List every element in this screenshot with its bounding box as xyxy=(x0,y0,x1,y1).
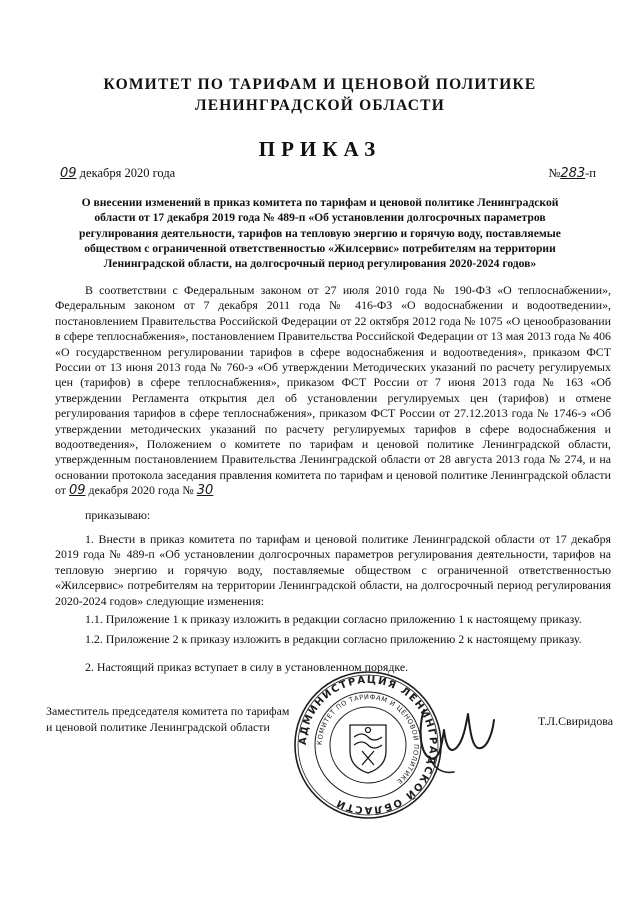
issuer-line-1: КОМИТЕТ ПО ТАРИФАМ И ЦЕНОВОЙ ПОЛИТИКЕ xyxy=(103,76,537,93)
signatory-position xyxy=(46,703,316,735)
seal-outer-text: АДМИНИСТРАЦИЯ ЛЕНИНГРАДСКОЙ ОБЛАСТИ xyxy=(297,674,439,816)
seal-inner-text: КОМИТЕТ ПО ТАРИФАМ И ЦЕНОВОЙ ПОЛИТИКЕ xyxy=(315,692,421,786)
order-subject: О внесении изменений в приказ комитета по тарифам и ценовой политике Ленинградской области от 17 декабря 2019 года № 489-п «Об установлении долгосрочных параметров регулирования деятельности, тарифов на тепловую энергию и горячую воду, поставляемые обществом с ограниченной ответственностью «Жилсервис» потребителям на территории Ленинградской области, на долгосрочный период регулирования 2020-2024 годов» xyxy=(79,196,561,271)
protocol-date-rest: декабря 2020 года № xyxy=(88,483,194,498)
issuer-header xyxy=(60,74,580,116)
item-1: 1. Внести в приказ комитета по тарифам и ценовой политике Ленинградской области от 17 декабря 2019 года № 489-п «Об установлении долгосрочных параметров регулирования деятельности, тарифов на тепловую энергию и горячую воду, поставляемые обществом с ограниченной ответственностью «Жилсервис» потребителям на территории Ленинградской области, на долгосрочный период регулирования 2020-2024 годов» следующие изменения: xyxy=(55,532,611,608)
order-number xyxy=(548,166,596,181)
item-2: 2. Настоящий приказ вступает в силу в установленном порядке. xyxy=(85,660,409,674)
preamble-text: В соответствии с Федеральным законом от 27 июля 2010 года № 190-ФЗ «О теплоснабжении», Федеральным законом от 7 декабря 2011 года № 416-ФЗ «О водоснабжении и водоотведении», постановлением Правительства Российской Федерации от 22 октября 2012 года № 1075 «О ценообразовании в сфере теплоснабжения», постановлением Правительства Российской Федерации от 13 мая 2013 года № 406 «О государственном регулировании тарифов в сфере водоснабжения и водоотведения», приказом ФСТ России от 13 июня 2013 года № 760-э «Об утверждении Методических указаний по расчету регулируемых цен (тарифов) в сфере теплоснабжения», приказом ФСТ России от 7 июня 2013 года № 163 «Об утверждении Регламента открытия дел об установлении регулируемых цен (тарифов) и отмене регулирования тарифов в сфере теплоснабжения», приказом ФСТ России от 27.12.2013 года № 1746-э «Об утверждении методических указаний по расчету регулируемых тарифов в сфере водоснабжения и водоотведения», Положением о комитете по тарифам и ценовой политике Ленинградской области, утвержденным постановлением Правительства Ленинградской области от 28 августа 2013 года № 274, и на основании протокола заседания правления комитета по тарифам и ценовой политике Ленинградской области от xyxy=(55,283,611,498)
document-title: ПРИКАЗ xyxy=(258,137,382,161)
preamble-paragraph xyxy=(55,283,611,499)
seal-coat-of-arms-icon xyxy=(350,725,386,773)
order-number-suffix: -п xyxy=(585,166,596,180)
signatory-name: Т.Л.Свиридова xyxy=(538,714,614,728)
order-date xyxy=(60,166,175,181)
handwritten-signature xyxy=(410,684,510,784)
issuer-line-2: ЛЕНИНГРАДСКОЙ ОБЛАСТИ xyxy=(195,97,445,114)
order-number-value: 283 xyxy=(560,166,586,181)
signatory-position-line-2: и ценовой политике Ленинградской области xyxy=(46,720,270,734)
order-date-day: 09 xyxy=(60,166,77,181)
order-number-prefix: № xyxy=(548,166,561,180)
item-1-2: 1.2. Приложение 2 к приказу изложить в редакции согласно приложению 2 к настоящему приказу. xyxy=(85,632,582,646)
order-word: приказываю: xyxy=(85,508,151,522)
item-1-1: 1.1. Приложение 1 к приказу изложить в редакции согласно приложению 1 к настоящему приказу. xyxy=(85,612,582,626)
signatory-position-line-1: Заместитель председателя комитета по тарифам xyxy=(46,704,290,718)
protocol-day: 09 xyxy=(68,483,86,499)
order-date-rest: декабря 2020 года xyxy=(79,166,176,180)
protocol-number: 30 xyxy=(196,483,214,499)
